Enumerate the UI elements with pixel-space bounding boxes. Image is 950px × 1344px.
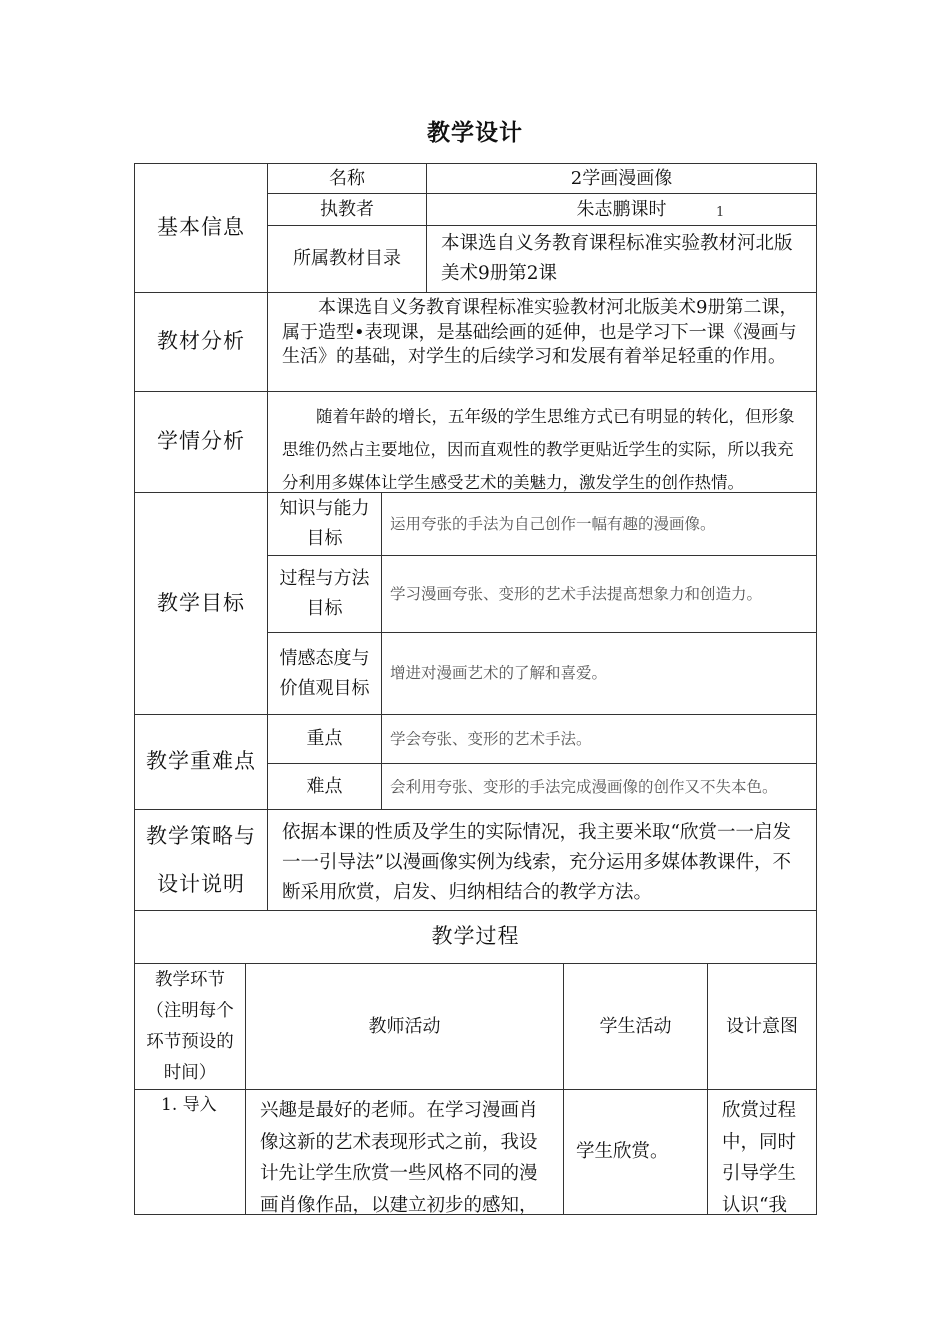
document-title: 教学设计: [427, 120, 523, 146]
header-stage: 教学环节（注明每个环节预设的时间）: [134, 963, 246, 1090]
header-intent: 设计意图: [707, 963, 817, 1090]
key-point-label: 重点: [267, 714, 382, 764]
objective-knowledge-value: 运用夸张的手法为自己创作一幅有趣的漫画像。: [381, 492, 817, 556]
row-student: 学生欣赏。: [563, 1089, 708, 1215]
strategy-text: 依据本课的性质及学生的实际情况，我主要米取“欣赏一一启发一一引导法”以漫画像实例为线索，充分运用多媒体教课件，不断采用欣赏，启发、归纳相结合的教学方法。: [267, 809, 817, 911]
period-value: 1: [716, 205, 725, 220]
textbook-label: 所属教材目录: [267, 225, 427, 293]
row-stage: 1. 导入: [134, 1089, 246, 1215]
basic-info-label: 基本信息: [134, 163, 268, 293]
objective-emotion-value: 增进对漫画艺术的了解和喜爱。: [381, 632, 817, 715]
teacher-label: 执教者: [267, 193, 427, 226]
objective-emotion-name: 情感态度与价值观目标: [267, 632, 382, 715]
process-heading: 教学过程: [134, 910, 817, 964]
objectives-label: 教学目标: [134, 492, 268, 715]
student-analysis-label: 学情分析: [134, 391, 268, 493]
key-points-label: 教学重难点: [134, 714, 268, 810]
hard-point-label: 难点: [267, 763, 382, 810]
textbook-analysis-text: 本课选自义务教育课程标准实验教材河北版美术9册第二课，属于造型•表现课，是基础绘画的延伸，也是学习下一课《漫画与生活》的基础，对学生的后续学习和发展有着举足轻重的作用。: [267, 292, 817, 392]
row-intent: 欣赏过程中，同时引导学生认识“我: [707, 1089, 817, 1215]
name-label: 名称: [267, 163, 427, 194]
student-analysis-text: 随着年龄的增长，五年级的学生思维方式已有明显的转化，但形象思维仍然占主要地位，因而直观性的教学更贴近学生的实际，所以我充分利用多媒体让学生感受艺术的美魅力，激发学生的创作热情。: [267, 391, 817, 493]
name-value: 2学画漫画像: [426, 163, 817, 194]
header-teacher: 教师活动: [245, 963, 564, 1090]
textbook-analysis-label: 教材分析: [134, 292, 268, 392]
objective-process-name: 过程与方法目标: [267, 555, 382, 633]
row-teacher: 兴趣是最好的老师。在学习漫画肖像这新的艺术表现形式之前，我设计先让学生欣赏一些风格不同的漫画肖像作品，以建立初步的感知，: [245, 1089, 564, 1215]
teacher-value: 朱志鹏课时: [426, 193, 817, 226]
strategy-label: 教学策略与设计说明: [134, 809, 268, 911]
header-student: 学生活动: [563, 963, 708, 1090]
key-point-value: 学会夸张、变形的艺术手法。: [381, 714, 817, 764]
objective-knowledge-name: 知识与能力目标: [267, 492, 382, 556]
hard-point-value: 会利用夸张、变形的手法完成漫画像的创作又不失本色。: [381, 763, 817, 810]
textbook-value: 本课选自义务教育课程标准实验教材河北版美术9册第2课: [426, 225, 817, 293]
objective-process-value: 学习漫画夸张、变形的艺术手法提髙想象力和创造力。: [381, 555, 817, 633]
